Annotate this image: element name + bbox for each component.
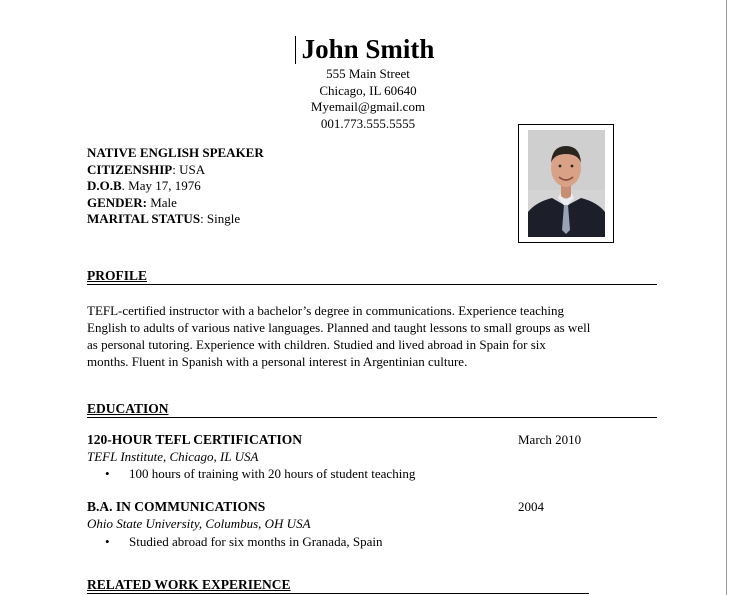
- citizenship-row: [87, 162, 264, 179]
- education-entry-institution: TEFL Institute, Chicago, IL USA: [87, 449, 259, 464]
- bullet-icon: •: [105, 534, 110, 549]
- citizenship-label: CITIZENSHIP: [87, 161, 173, 177]
- citizenship-value: : USA: [172, 161, 206, 177]
- marital-label: MARITAL STATUS: [87, 211, 201, 227]
- profile-heading: [87, 268, 657, 285]
- profile-line: months. Fluent in Spanish with a personal interest in Argentinian culture.: [87, 354, 468, 369]
- education-entry-institution: Ohio State University, Columbus, OH USA: [87, 516, 311, 531]
- experience-heading: [87, 577, 589, 594]
- profile-heading-text: PROFILE: [87, 268, 148, 283]
- education-entry-date: 2004: [518, 499, 544, 514]
- profile-line: as personal tutoring. Experience with children. Studied and lived abroad in Spain for six: [87, 337, 546, 352]
- resume-name: John Smith: [301, 34, 435, 64]
- gender-value: Male: [146, 194, 177, 210]
- profile-line: English to adults of various native languages. Planned and taught lessons to small groups as well: [87, 320, 591, 335]
- personal-facts: [87, 145, 264, 228]
- address-line: 555 Main Street: [326, 66, 410, 81]
- profile-paragraph: [87, 302, 657, 370]
- marital-value: : Single: [200, 211, 241, 227]
- marital-row: [87, 211, 264, 228]
- gender-label: GENDER:: [87, 194, 147, 210]
- bullet-text: 100 hours of training with 20 hours of student teaching: [129, 466, 416, 481]
- dob-row: [87, 178, 264, 195]
- education-heading: [87, 401, 657, 418]
- education-entry-date: March 2010: [518, 432, 582, 447]
- education-heading-text: EDUCATION: [87, 401, 169, 416]
- native-speaker: NATIVE ENGLISH SPEAKER: [87, 145, 264, 160]
- city-line: Chicago, IL 60640: [319, 83, 417, 98]
- headshot-photo-icon: [528, 130, 605, 237]
- education-entry-title: 120-HOUR TEFL CERTIFICATION: [87, 432, 303, 447]
- gender-row: [87, 195, 264, 212]
- dob-label: D.O.B: [87, 178, 122, 194]
- bullet-icon: •: [105, 466, 110, 481]
- headshot-photo: [518, 124, 614, 243]
- email-line: Myemail@gmail.com: [310, 99, 426, 114]
- bullet-text: Studied abroad for six months in Granada, Spain: [129, 534, 383, 549]
- education-entry-bullet: [105, 466, 415, 482]
- education-entry-bullet: [105, 534, 382, 550]
- experience-heading-text: RELATED WORK EXPERIENCE: [87, 577, 291, 592]
- dob-value: . May 17, 1976: [121, 178, 201, 194]
- phone-line: 001.773.555.5555: [320, 116, 416, 131]
- profile-line: TEFL-certified instructor with a bachelor’s degree in communications. Experience teaching: [87, 303, 564, 318]
- education-entry-title: B.A. IN COMMUNICATIONS: [87, 499, 266, 514]
